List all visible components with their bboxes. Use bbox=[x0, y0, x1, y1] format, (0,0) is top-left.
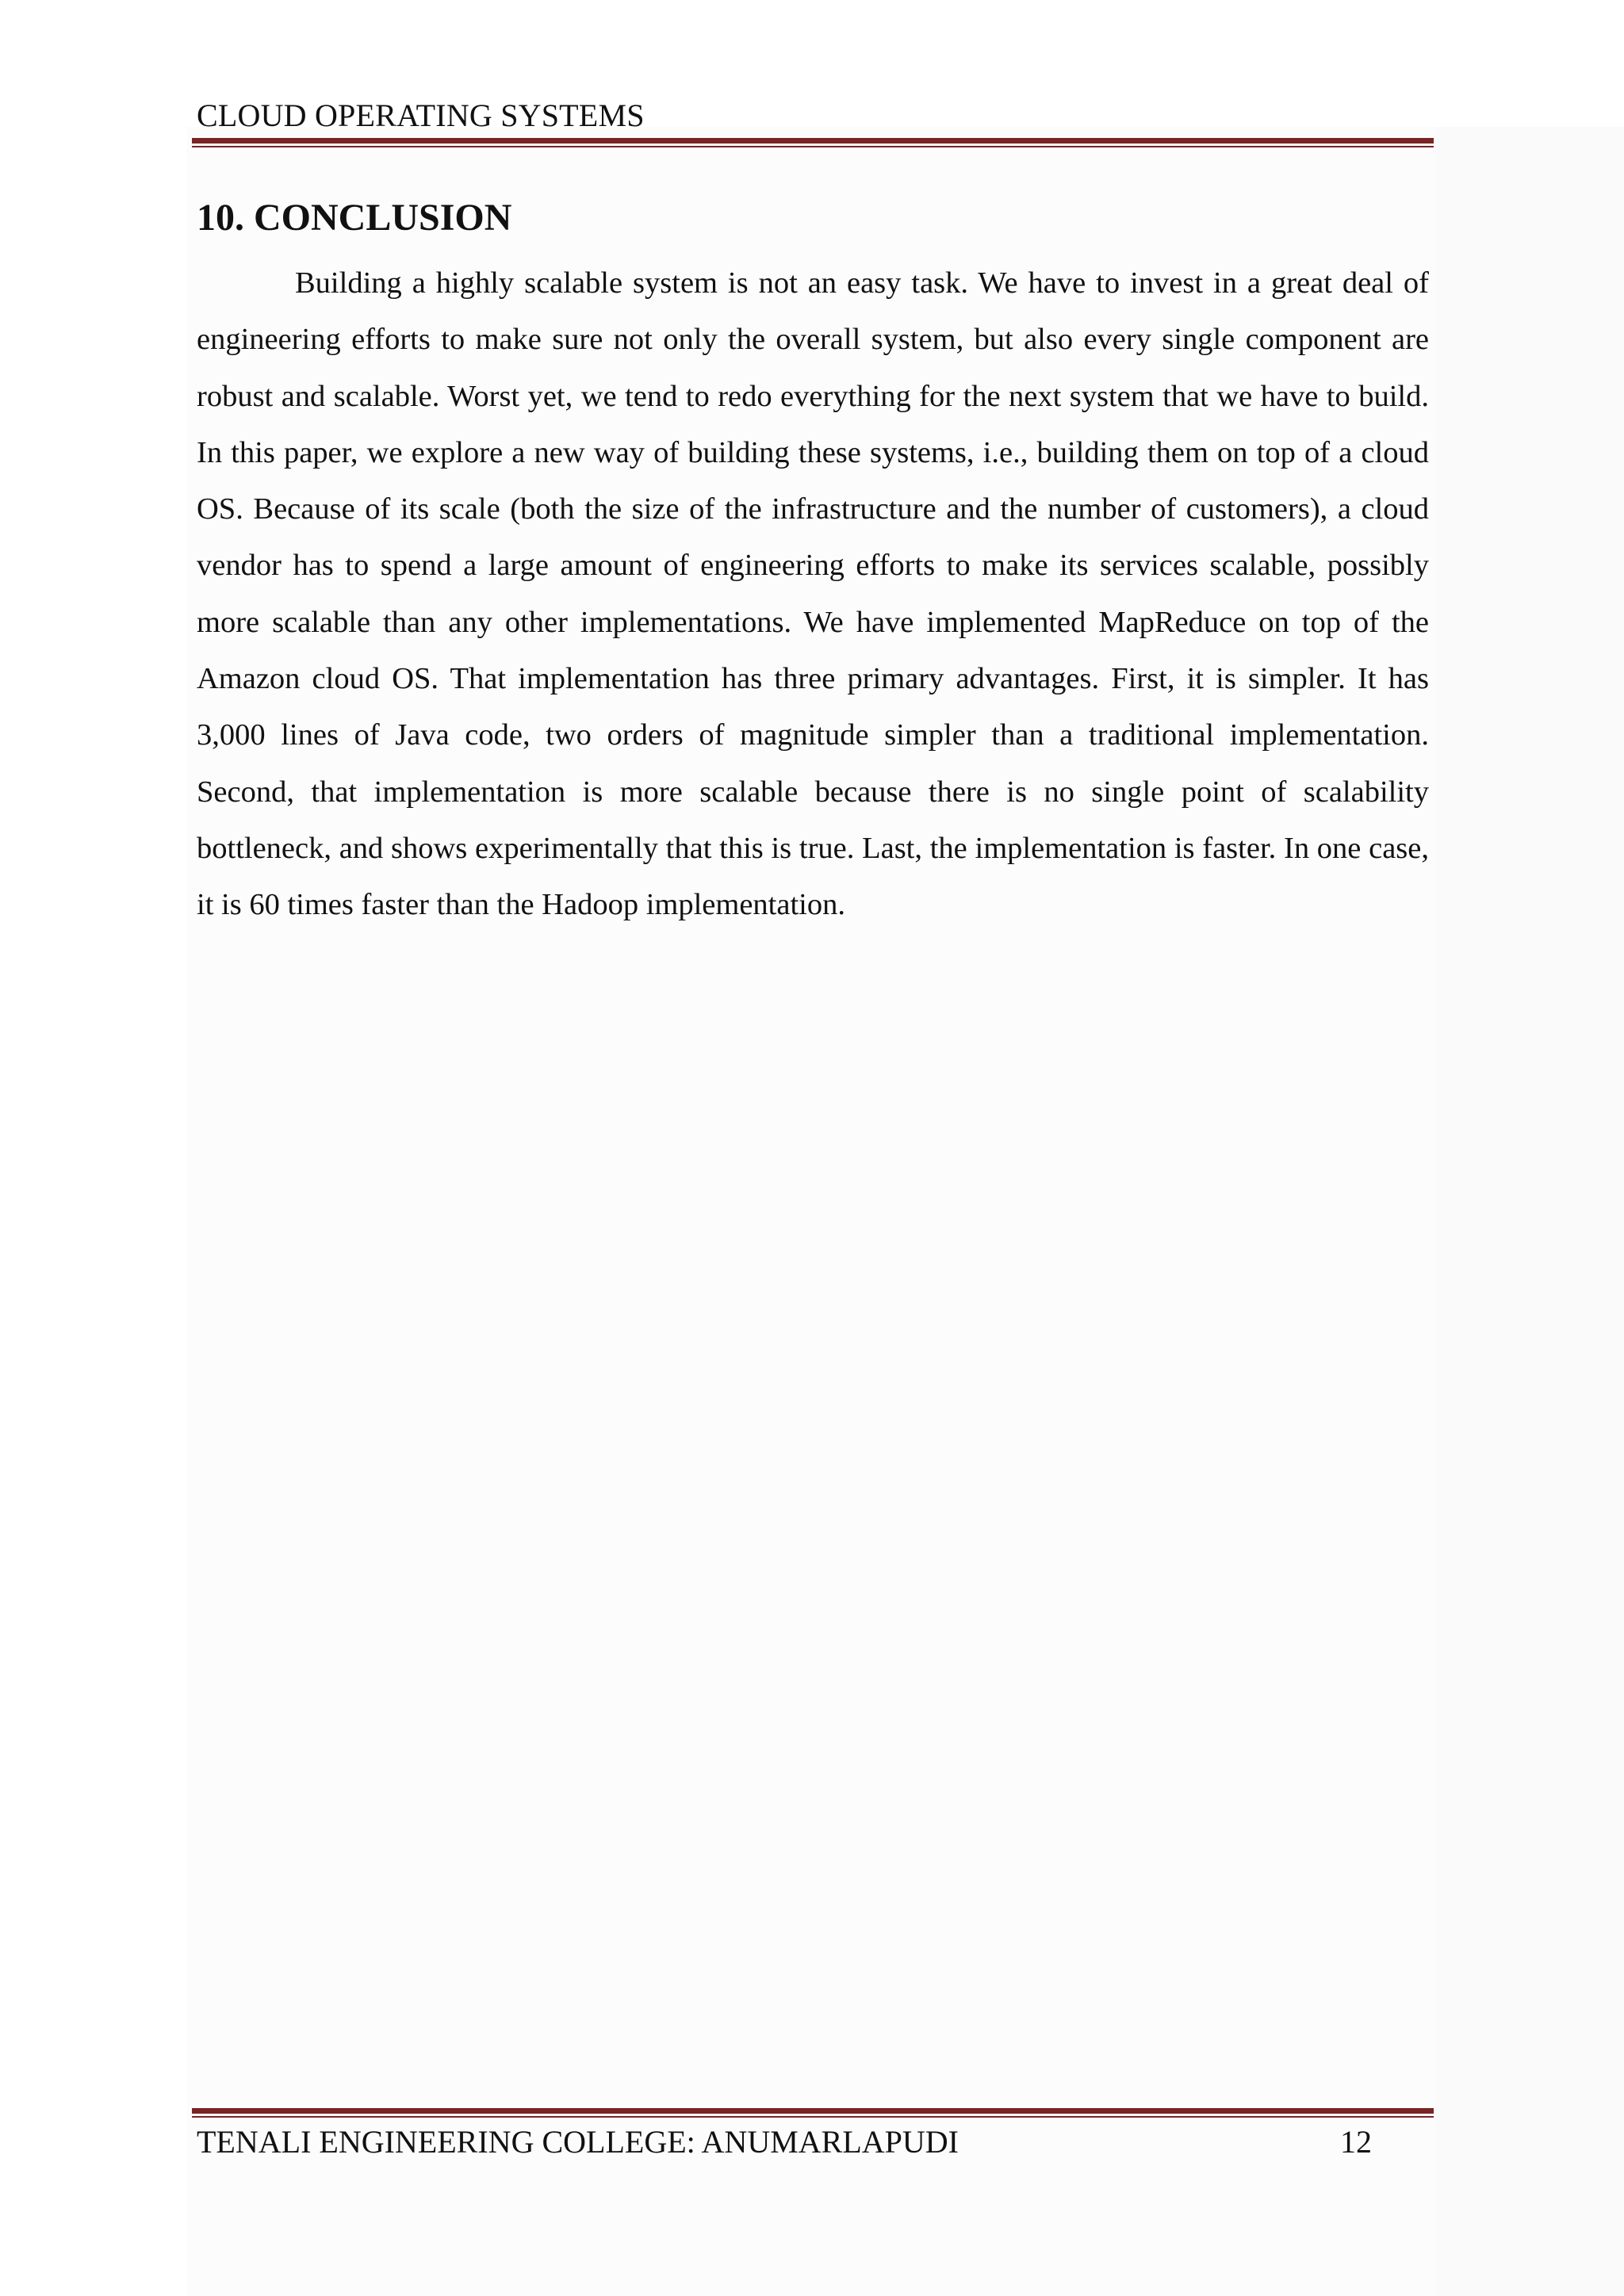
footer-rule bbox=[192, 2108, 1434, 2118]
footer-institution: TENALI ENGINEERING COLLEGE: ANUMARLAPUDI bbox=[197, 2124, 959, 2160]
section-heading: 10. CONCLUSION bbox=[197, 197, 512, 239]
conclusion-paragraph: Building a highly scalable system is not an easy task. We have to invest in a great deal of engineering efforts to make sure not only the overall system, but also every single component are robust and scalable. Worst yet, we tend to redo everything for the next system that we have to build. In this paper, we explore a new way of building these systems, i.e., building them on top of a cloud OS. Because of its scale (both the size of the infrastructure and the number of customers), a cloud vendor has to spend a large amount of engineering efforts to make its services scalable, possibly more scalable than any other implementations. We have implemented MapReduce on top of the Amazon cloud OS. That implementation has three primary advantages. First, it is simpler. It has 3,000 lines of Java code, two orders of magnitude simpler than a traditional implementation. Second, that implementation is more scalable because there is no single point of scalability bottleneck, and shows experimentally that this is true. Last, the implementation is faster. In one case, it is 60 times faster than the Hadoop implementation. bbox=[197, 266, 1429, 922]
running-header-title: CLOUD OPERATING SYSTEMS bbox=[197, 98, 645, 133]
page-right-edge-shade bbox=[1435, 127, 1624, 2296]
footer-rule-thick-line bbox=[192, 2108, 1434, 2114]
page-number: 12 bbox=[1340, 2124, 1372, 2160]
header-rule bbox=[192, 138, 1434, 147]
footer-rule-thin-line bbox=[192, 2116, 1434, 2118]
header-rule-thin-line bbox=[192, 146, 1434, 147]
header-rule-thick-line bbox=[192, 138, 1434, 144]
